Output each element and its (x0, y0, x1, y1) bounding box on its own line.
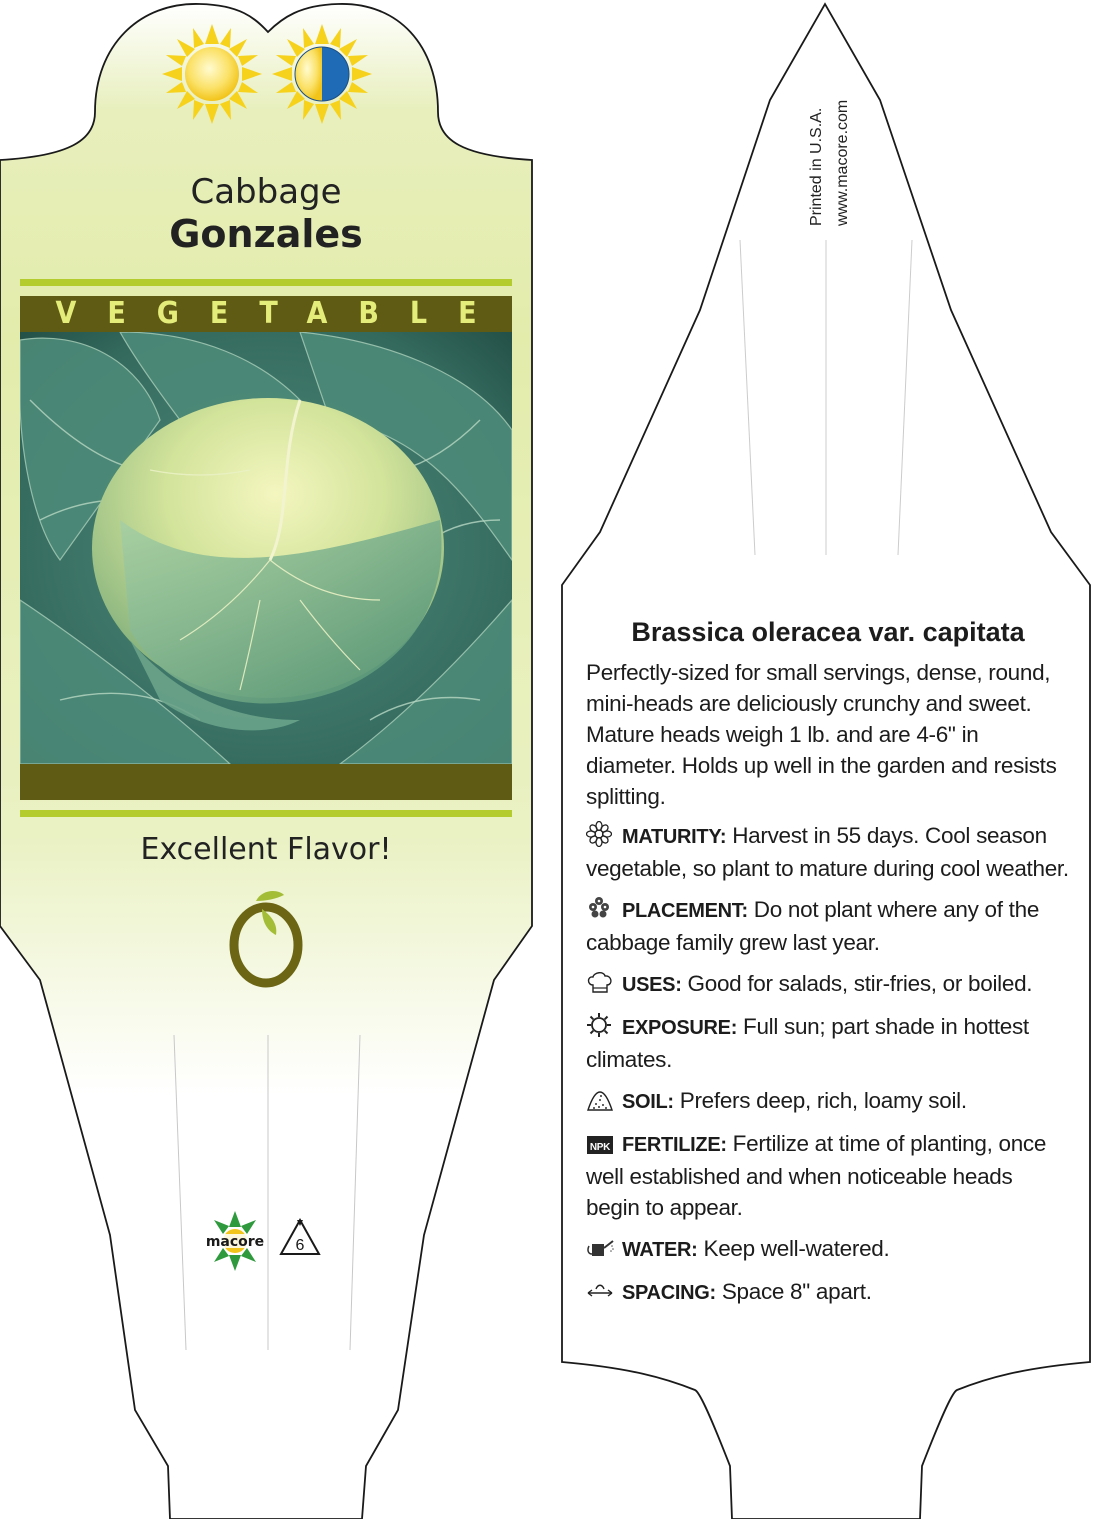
chef-hat-icon (586, 971, 616, 995)
care-soil (586, 1085, 1070, 1118)
top-divider (20, 279, 512, 286)
care-fertilize (586, 1128, 1070, 1223)
care-water (586, 1233, 1070, 1266)
watering-can-icon (586, 1236, 616, 1260)
care-label: SPACING: (621, 1282, 716, 1304)
care-label: WATER: (621, 1239, 698, 1261)
photo-bottom-band (20, 764, 512, 800)
care-spacing (586, 1276, 1070, 1309)
back-content (586, 616, 1070, 1319)
care-text: Space 8" apart. (721, 1279, 872, 1304)
care-label: SOIL: (621, 1091, 674, 1113)
variety-name: Gonzales (169, 212, 363, 256)
care-text: Harvest in 55 days. Cool season vegetable, so plant to mature during cool weather. (586, 823, 1069, 881)
svg-text:NPK: NPK (589, 1142, 611, 1153)
soil-pile-icon (586, 1090, 616, 1112)
npk-bag-icon (586, 1133, 616, 1155)
printed-label: Printed in U.S.A. (808, 107, 825, 226)
tagline: Excellent Flavor! (140, 832, 392, 867)
plant-name: Cabbage (190, 172, 342, 212)
latin-name: Brassica oleracea var. capitata (631, 617, 1025, 647)
sun-outline-icon (586, 1012, 616, 1038)
care-text: Prefers deep, rich, loamy soil. (679, 1088, 967, 1113)
care-label: USES: (621, 974, 682, 996)
care-text: Do not plant where any of the cabbage family grew last year. (586, 897, 1040, 955)
full-sun-icon (162, 24, 262, 124)
flower-icon (586, 821, 616, 847)
care-label: MATURITY: (621, 826, 727, 848)
spacing-arrows-icon (586, 1281, 616, 1303)
care-text: Keep well-watered. (703, 1236, 890, 1261)
care-exposure (586, 1011, 1070, 1075)
svg-text:macore: macore (205, 1234, 265, 1250)
part-sun-icon (272, 24, 372, 124)
bottom-divider (20, 810, 512, 817)
care-uses (586, 968, 1070, 1001)
care-maturity (586, 820, 1070, 884)
description: Perfectly-sized for small servings, dense, round, mini-heads are deliciously crunchy and sweet. Mature heads weigh 1 lb. and are 4-6" in diameter. Holds up well in the garden and resists splitting. (586, 660, 1057, 809)
cabbage-photo (20, 332, 512, 764)
flower-cluster-icon (586, 895, 616, 921)
care-placement (586, 894, 1070, 958)
care-text: Good for salads, stir-fries, or boiled. (687, 971, 1033, 996)
svg-text:6: 6 (295, 1237, 305, 1254)
care-label: PLACEMENT: (621, 900, 748, 922)
category-band: VEGETABLE (20, 296, 512, 332)
care-text: Fertilize at time of planting, once well established and when noticeable heads begin to appear. (586, 1131, 1047, 1220)
care-text: Full sun; part shade in hottest climates. (586, 1014, 1029, 1072)
care-label: FERTILIZE: (621, 1134, 727, 1156)
printed-info (804, 56, 856, 226)
website-label: www.macore.com (834, 99, 851, 226)
care-label: EXPOSURE: (621, 1017, 738, 1039)
